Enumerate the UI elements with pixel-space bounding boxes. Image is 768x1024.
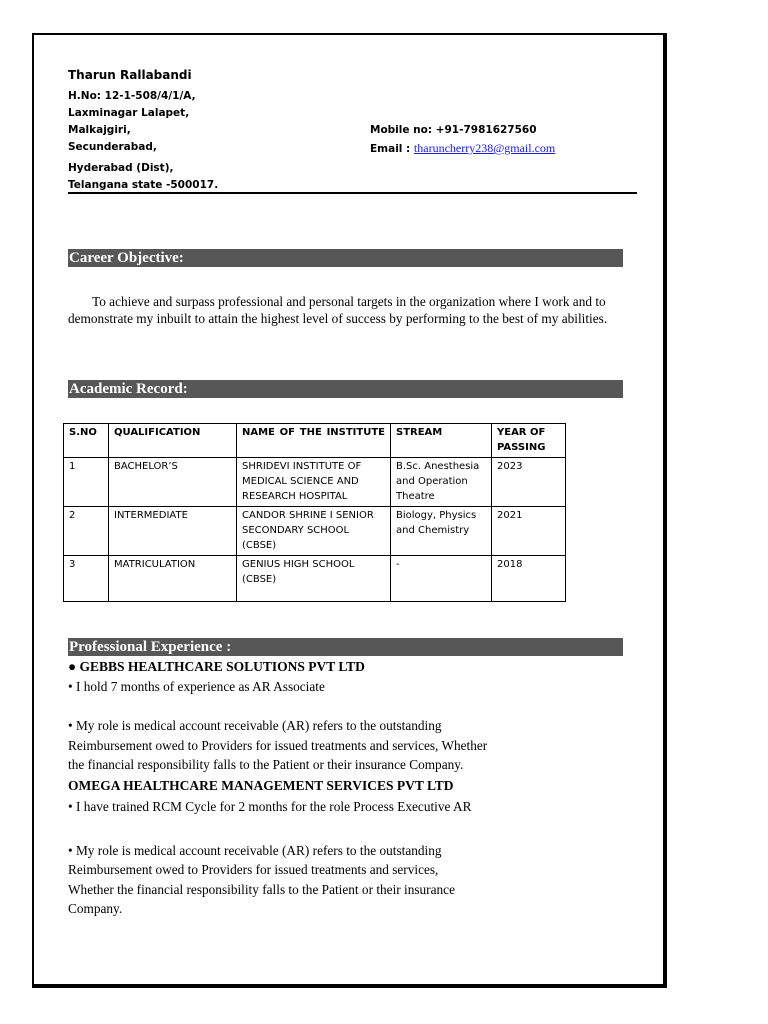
address-line: H.No: 12-1-508/4/1/A, — [68, 90, 196, 102]
career-objective-paragraph: To achieve and surpass professional and personal targets in the organization where I work and to demonstrate my inbuilt to attain the highest level of success by performing to the best of my abilities. — [68, 294, 608, 326]
spacer — [68, 817, 488, 841]
experience-section — [68, 657, 488, 919]
header-divider — [68, 192, 637, 194]
cell-institute: CANDOR SHRINE I SENIOR SECONDARY SCHOOL (CBSE) — [237, 507, 391, 556]
company-name: OMEGA HEALTHCARE MANAGEMENT SERVICES PVT LTD — [68, 777, 454, 793]
email-link[interactable]: tharuncherry238@gmail.com — [413, 141, 556, 155]
professional-experience-heading: Professional Experience : — [68, 638, 623, 656]
company-name: ● GEBBS HEALTHCARE SOLUTIONS PVT LTD — [68, 659, 365, 674]
table-header-row — [64, 424, 566, 458]
career-objective-text — [68, 293, 628, 327]
experience-line: • I have trained RCM Cycle for 2 months for the role Process Executive AR — [68, 799, 472, 814]
table-row — [64, 507, 566, 556]
cell-institute: GENIUS HIGH SCHOOL (CBSE) — [237, 556, 391, 602]
column-header-institute: NAME OF THE INSTITUTE — [237, 424, 391, 458]
table-row — [64, 556, 566, 602]
spacer — [68, 696, 488, 716]
address-line: Secunderabad, — [68, 141, 157, 153]
experience-line: • My role is medical account receivable (AR) refers to the outstanding Reimbursement owed to Providers for issued treatments and services, Whether the financial responsibility falls to the Patient or their insurance Company. — [68, 718, 488, 772]
column-header-qualification: QUALIFICATION — [109, 424, 237, 458]
address-line: Telangana state -500017. — [68, 179, 219, 191]
experience-line: • I hold 7 months of experience as AR Associate — [68, 678, 325, 694]
cell-qualification: MATRICULATION — [109, 556, 237, 602]
experience-line: • My role is medical account receivable (AR) refers to the outstanding Reimbursement owed to Providers for issued treatments and services, Whether the financial responsibility falls to the Patient or their insurance Company. — [68, 842, 455, 916]
mobile-number: Mobile no: +91-7981627560 — [370, 124, 537, 136]
email-label: Email : — [370, 143, 414, 155]
resume-page — [32, 33, 667, 988]
academic-table — [63, 423, 566, 602]
address-line: Hyderabad (Dist), — [68, 162, 174, 174]
address-line: Laxminagar Lalapet, — [68, 107, 190, 119]
cell-qualification: INTERMEDIATE — [109, 507, 237, 556]
cell-stream: Biology, Physics and Chemistry — [391, 507, 492, 556]
cell-qualification: BACHELOR’S — [109, 458, 237, 507]
academic-record-heading: Academic Record: — [68, 380, 623, 398]
cell-sno: 1 — [64, 458, 109, 507]
cell-year: 2018 — [492, 556, 566, 602]
candidate-name: Tharun Rallabandi — [68, 68, 192, 82]
address-block — [68, 88, 218, 194]
cell-sno: 3 — [64, 556, 109, 602]
cell-year: 2021 — [492, 507, 566, 556]
column-header-year: YEAR OF PASSING — [492, 424, 566, 458]
cell-sno: 2 — [64, 507, 109, 556]
column-header-stream: STREAM — [391, 424, 492, 458]
table-row — [64, 458, 566, 507]
address-line: Malkajgiri, — [68, 124, 131, 136]
contact-block — [370, 121, 555, 158]
column-header-sno: S.NO — [64, 424, 109, 458]
email-row — [370, 139, 555, 158]
cell-institute: SHRIDEVI INSTITUTE OF MEDICAL SCIENCE AND RESEARCH HOSPITAL — [237, 458, 391, 507]
cell-year: 2023 — [492, 458, 566, 507]
cell-stream: B.Sc. Anesthesia and Operation Theatre — [391, 458, 492, 507]
career-objective-heading: Career Objective: — [68, 249, 623, 267]
cell-stream: - — [391, 556, 492, 602]
